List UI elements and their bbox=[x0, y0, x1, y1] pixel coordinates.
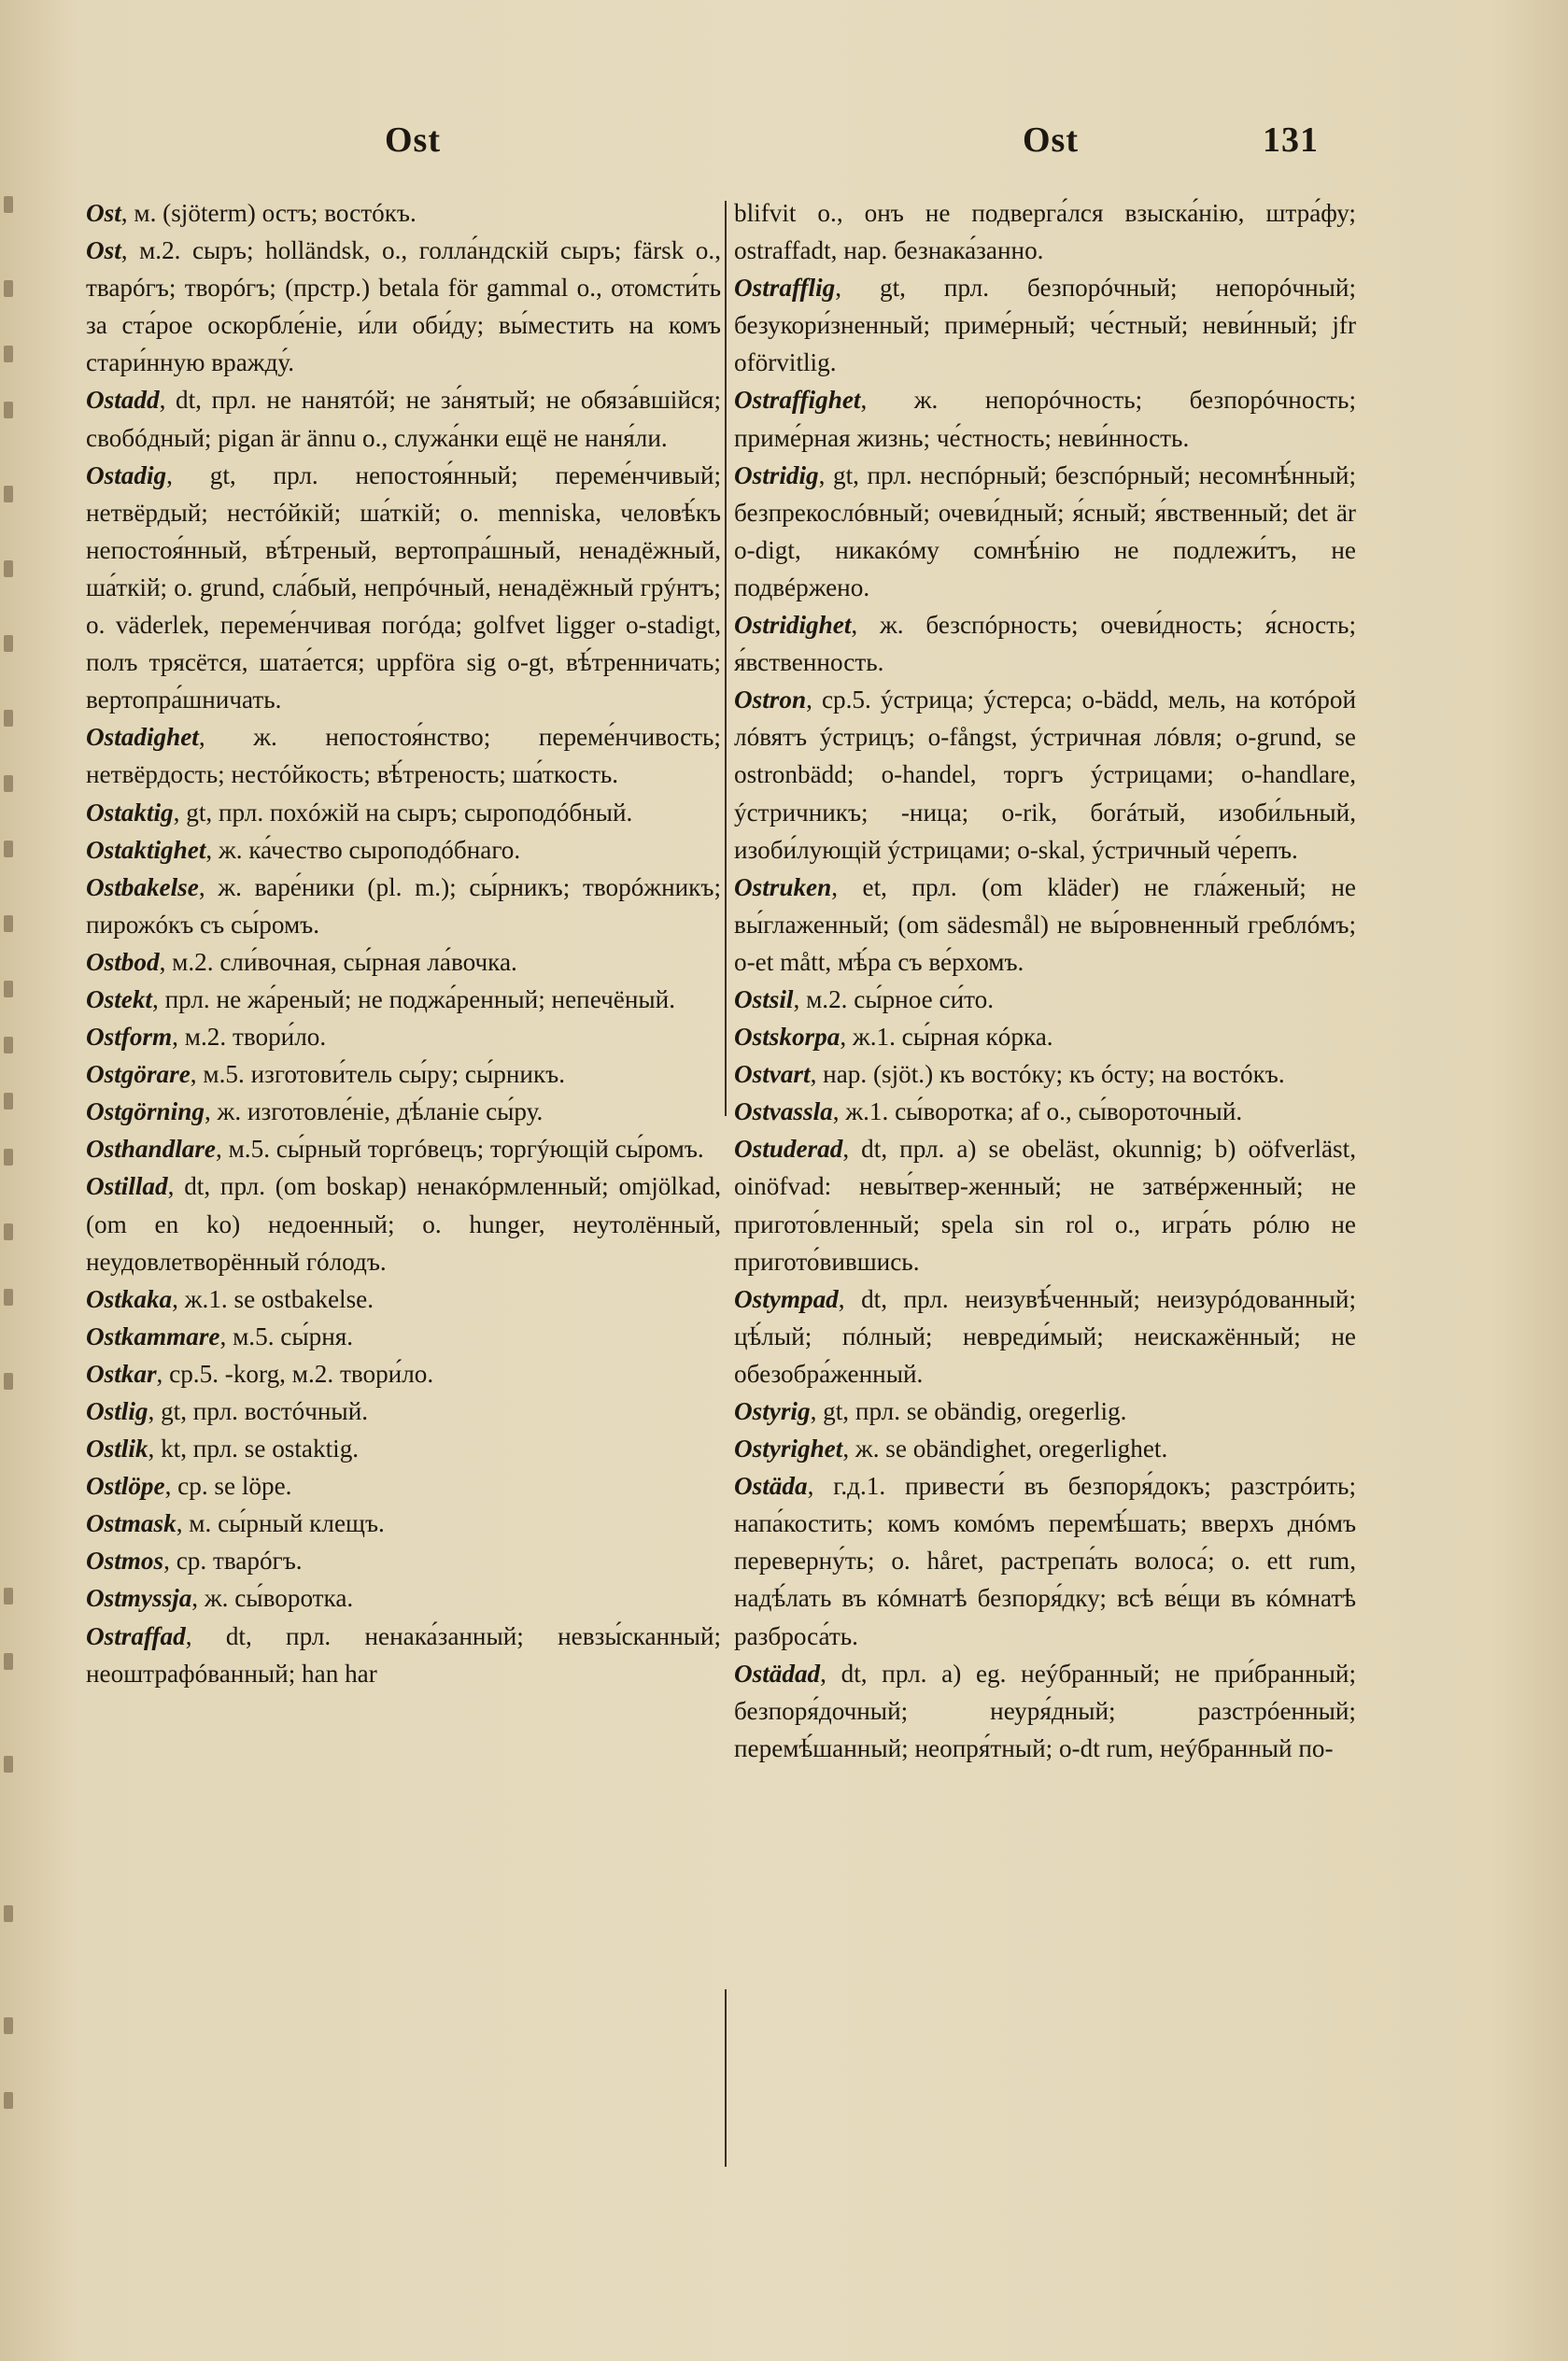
headword: Ostmask bbox=[86, 1509, 177, 1538]
edge-mark bbox=[4, 196, 13, 213]
dictionary-entry bbox=[734, 269, 1356, 381]
left-column bbox=[86, 194, 721, 1692]
dictionary-entry bbox=[734, 1093, 1356, 1130]
headword: Ostyrig bbox=[734, 1397, 811, 1425]
column-rule bbox=[725, 201, 727, 1116]
headword: Ostbakelse bbox=[86, 872, 199, 901]
headword: Ostgörning bbox=[86, 1097, 205, 1126]
edge-mark bbox=[4, 1905, 13, 1922]
dictionary-entry bbox=[86, 831, 721, 869]
edge-mark bbox=[4, 1588, 13, 1605]
headword: Ostkar bbox=[86, 1359, 157, 1388]
definition: , ж. изготовле́ніе, дѣ́ланіе сы́ру. bbox=[204, 1097, 544, 1126]
running-head-right: Ost bbox=[1023, 120, 1079, 160]
dictionary-entry bbox=[734, 1018, 1356, 1055]
edge-mark bbox=[4, 710, 13, 727]
edge-mark bbox=[4, 280, 13, 297]
dictionary-entry bbox=[86, 718, 721, 793]
definition: , м. (sjöterm) остъ; востóкъ. bbox=[120, 199, 417, 227]
edge-mark bbox=[4, 915, 13, 932]
headword: Ostaktighet bbox=[86, 835, 206, 864]
dictionary-entry bbox=[86, 943, 721, 981]
dictionary-entry bbox=[86, 1542, 721, 1579]
definition: , dt, прл. не нанятóй; не за́нятый; не обяза́вшійся; свобóдный; pigan är ännu o., служа́нки ещё не наня́ли. bbox=[86, 386, 721, 452]
headword: Ostbod bbox=[86, 947, 160, 976]
headword: Ostruken bbox=[734, 872, 832, 901]
headword: Ostympad bbox=[734, 1284, 839, 1313]
dictionary-entry bbox=[734, 381, 1356, 456]
dictionary-entry bbox=[86, 1318, 721, 1355]
headword: Ostrafflig bbox=[734, 274, 836, 303]
dictionary-entry bbox=[734, 1055, 1356, 1093]
dictionary-entry bbox=[734, 1130, 1356, 1279]
dictionary-entry bbox=[86, 194, 721, 232]
definition: , dt, прл. a) se obeläst, okunnig; b) oöfverläst, oinöfvad: невы́твер-женный; не затвéрженный; не пригото́вленный; spela sin rol o., игра́ть рóлю не пригото́вившись. bbox=[734, 1135, 1356, 1276]
dictionary-entry bbox=[734, 457, 1356, 606]
headword: Ost bbox=[86, 236, 121, 265]
dictionary-entry bbox=[734, 606, 1356, 681]
definition: , г.д.1. привести́ въ безпоря́докъ; разстрóить; напа́костить; комъ комóмъ перемѣ́шать; вверхъ днóмъ переверну́ть; о. håret, растрепа́ть волоса́; о. ett rum, надѣ́лать въ кóмнатѣ безпоря́дку; всѣ ве́щи въ кóмнатѣ разброса́ть. bbox=[734, 1472, 1356, 1650]
dictionary-entry bbox=[86, 381, 721, 456]
headword: Ostyrighet bbox=[734, 1435, 843, 1463]
definition: , kt, прл. se ostaktig. bbox=[148, 1435, 360, 1463]
dictionary-entry bbox=[86, 1280, 721, 1318]
dictionary-entry bbox=[86, 1355, 721, 1393]
running-head-left: Ost bbox=[385, 120, 441, 160]
dictionary-entry bbox=[86, 1055, 721, 1093]
definition: , м.5. сы́рный торгóвецъ; торгýющій сы́ромъ. bbox=[216, 1135, 704, 1164]
headword: Ostvassla bbox=[734, 1097, 833, 1126]
definition: , ж. ка́чество сыроподóбнаго. bbox=[205, 835, 521, 864]
headword: Ostron bbox=[734, 686, 807, 714]
edge-mark bbox=[4, 1289, 13, 1306]
edge-mark bbox=[4, 841, 13, 857]
definition: , ж. se obändighet, oregerlighet. bbox=[842, 1435, 1168, 1463]
edge-mark bbox=[4, 1756, 13, 1773]
dictionary-entry bbox=[734, 1430, 1356, 1467]
edge-mark bbox=[4, 1653, 13, 1670]
definition: , ср. тварóгъ. bbox=[163, 1547, 303, 1576]
edge-mark bbox=[4, 775, 13, 792]
dictionary-entry bbox=[734, 1280, 1356, 1393]
headword: Ostridig bbox=[734, 460, 819, 489]
definition: , нар. (sjöt.) къ востóку; къ óсту; на востóкъ. bbox=[810, 1060, 1285, 1089]
headword: Ostsil bbox=[734, 984, 794, 1013]
dictionary-entry bbox=[86, 1430, 721, 1467]
headword: Ostform bbox=[86, 1023, 173, 1052]
definition: , м.5. сы́рня. bbox=[219, 1322, 354, 1350]
definition: , ср.5. -korg, м.2. твори́ло. bbox=[156, 1359, 434, 1388]
definition: , м.2. сы́рное си́то. bbox=[793, 984, 995, 1013]
edge-mark bbox=[4, 635, 13, 652]
headword: Ostaktig bbox=[86, 798, 174, 827]
definition: , dt, прл. неизувѣ́ченный; неизурóдованный; цѣ́лый; пóлный; невреди́мый; неискажённый; не обезобра́женный. bbox=[734, 1284, 1356, 1388]
dictionary-entry bbox=[86, 1618, 721, 1692]
dictionary-entry bbox=[86, 1093, 721, 1130]
dictionary-entry bbox=[734, 981, 1356, 1018]
dictionary-entry bbox=[734, 681, 1356, 868]
headword: Ostekt bbox=[86, 984, 152, 1013]
definition: , et, прл. (om kläder) не гла́женый; не вы́глаженный; (om sädesmål) не вы́ровненный греблóмъ; o-et mått, мѣ́ра съ ве́рхомъ. bbox=[734, 872, 1356, 976]
definition: , ж. безспóрность; очеви́дность; я́сность; я́вственность. bbox=[734, 611, 1356, 677]
headword: Ostädad bbox=[734, 1659, 821, 1688]
page-edge-marks bbox=[0, 168, 21, 2223]
headword: Ostadighet bbox=[86, 723, 199, 752]
definition: , м. сы́рный клещъ. bbox=[176, 1509, 385, 1538]
dictionary-entry bbox=[86, 1467, 721, 1505]
headword: Ostäda bbox=[734, 1472, 808, 1501]
definition: , прл. не жа́реный; не поджа́ренный; непечёный. bbox=[151, 984, 676, 1013]
dictionary-entry bbox=[86, 1579, 721, 1617]
headword: Ostadig bbox=[86, 460, 167, 489]
definition: , dt, прл. ненака́занный; невзы́сканный; неоштрафóванный; han har bbox=[86, 1621, 721, 1688]
definition: , ж. непостоя́нство; переме́нчивость; нетвёрдость; нестóйкость; вѣ́треность; ша́ткость. bbox=[86, 723, 721, 789]
edge-mark bbox=[4, 2017, 13, 2034]
edge-mark bbox=[4, 1373, 13, 1390]
edge-mark bbox=[4, 2092, 13, 2109]
dictionary-entry bbox=[86, 1130, 721, 1167]
dictionary-entry bbox=[86, 1393, 721, 1430]
headword: Ostkammare bbox=[86, 1322, 220, 1350]
definition: , ср.5. ýстрица; ýстерса; o-bädd, мель, на котóрой лóвятъ ýстрицъ; o-fångst, ýстричная лóвля; o-grund, se ostronbädd; o-handel, торгъ ýстрицами; o-handlare, ýстричникъ; -ница; o-rik, богáтый, изоби́льный, изоби́лующій ýстрицами; o-skal, ýстричный че́репъ. bbox=[734, 686, 1356, 864]
dictionary-entry bbox=[734, 869, 1356, 981]
edge-mark bbox=[4, 1149, 13, 1166]
dictionary-entry: blifvit о., онъ не подверга́лся взыска́нію, штра́фу; ostraffadt, нар. безнака́занно. bbox=[734, 199, 1356, 265]
headword: Ostlik bbox=[86, 1435, 148, 1463]
dictionary-entry bbox=[86, 794, 721, 831]
headword: Ostskorpa bbox=[734, 1023, 841, 1052]
headword: Ostridighet bbox=[734, 611, 852, 640]
dictionary-entry bbox=[86, 1018, 721, 1055]
definition: , ж.1. сы́рная кóрка. bbox=[840, 1023, 1053, 1052]
headword: Ostraffighet bbox=[734, 386, 861, 415]
definition: , м.5. изготови́тель сы́ру; сы́рникъ. bbox=[190, 1060, 566, 1089]
dictionary-entry bbox=[734, 1467, 1356, 1654]
definition: , ср. se löpe. bbox=[164, 1472, 292, 1501]
headword: Ostmyssja bbox=[86, 1584, 192, 1613]
dictionary-entry bbox=[86, 1505, 721, 1542]
headword: Ostkaka bbox=[86, 1284, 173, 1313]
definition: , м.2. сли́вочная, сы́рная ла́вочка. bbox=[159, 947, 517, 976]
headword: Ostadd bbox=[86, 386, 160, 415]
headword: Ostvart bbox=[734, 1060, 811, 1089]
definition: , gt, прл. неспóрный; безспóрный; несомнѣ́нный; безпрекослóвный; очеви́дный; я́сный; я́вственный; det är o-digt, никакóму сомнѣ́нію не подлежи́тъ, не подвéржено. bbox=[734, 460, 1356, 601]
definition: , dt, прл. (om boskap) ненакóрмленный; omjölkad, (om en ko) недоенный; о. hunger, неутолённый, неудовлетворённый гóлодъ. bbox=[86, 1172, 721, 1276]
definition: , ж. варе́ники (pl. m.); сы́рникъ; творóжникъ; пирожóкъ съ сы́ромъ. bbox=[86, 872, 721, 939]
edge-mark bbox=[4, 486, 13, 502]
definition: , gt, прл. востóчный. bbox=[148, 1397, 369, 1425]
definition: , gt, прл. непостоя́нный; переме́нчивый; нетвёрдый; нестóйкій; ша́ткій; о. menniska, человѣ́къ непостоя́нный, вѣ́треный, вертопра́шный, ненадёжный, ша́ткій; о. grund, сла́бый, непрóчный, ненадёжный грýнтъ; о. väderlek, переме́нчивая погóда; golfvet ligger o-stadigt, полъ трясётся, шата́ется; uppföra sig o-gt, вѣ́тренничать; вертопра́шничать. bbox=[86, 460, 721, 714]
column-rule bbox=[725, 1989, 727, 2167]
definition: , gt, прл. похóжій на сыръ; сыроподóбный. bbox=[173, 798, 633, 827]
definition: , gt, прл. безпорóчный; непорóчный; безукори́зненный; приме́рный; че́стный; неви́нный; jfr oförvitlig. bbox=[734, 274, 1356, 377]
edge-mark bbox=[4, 560, 13, 577]
dictionary-entry bbox=[86, 981, 721, 1018]
definition: , ж.1. сы́воротка; af o., сы́вороточный. bbox=[832, 1097, 1243, 1126]
definition: , м.2. твори́ло. bbox=[172, 1023, 327, 1052]
headword: Ostraffad bbox=[86, 1621, 186, 1650]
headword: Ostlöpe bbox=[86, 1472, 165, 1501]
headword: Ostgörare bbox=[86, 1060, 191, 1089]
dictionary-entry bbox=[86, 232, 721, 381]
edge-mark bbox=[4, 981, 13, 997]
dictionary-entry bbox=[86, 869, 721, 943]
edge-mark bbox=[4, 1093, 13, 1110]
edge-mark bbox=[4, 1223, 13, 1240]
headword: Ostmos bbox=[86, 1547, 164, 1576]
definition: , ж. сы́воротка. bbox=[191, 1584, 354, 1613]
dictionary-entry bbox=[734, 1655, 1356, 1767]
dictionary-entry bbox=[734, 1393, 1356, 1430]
headword: Ostlig bbox=[86, 1397, 148, 1425]
headword: Ost bbox=[86, 199, 121, 227]
headword: Ostuderad bbox=[734, 1135, 843, 1164]
definition: , м.2. сыръ; holländsk, о., голла́ндскій сыръ; färsk о., тварóгъ; творóгъ; (прстр.) betala för gammal o., отомсти́ть за ста́рое оскорбле́ніе, и́ли оби́ду; вы́местить на комъ стари́нную вражду́. bbox=[86, 236, 721, 377]
headword: Ostillad bbox=[86, 1172, 168, 1201]
page-number: 131 bbox=[1263, 120, 1319, 160]
right-column bbox=[734, 194, 1356, 1767]
dictionary-entry bbox=[86, 1167, 721, 1279]
edge-mark bbox=[4, 346, 13, 362]
definition: , ж.1. se ostbakelse. bbox=[172, 1284, 374, 1313]
dictionary-entry bbox=[86, 457, 721, 719]
edge-mark bbox=[4, 1037, 13, 1053]
edge-mark bbox=[4, 402, 13, 418]
definition: , dt, прл. a) eg. неýбранный; не при́бранный; безпоря́дочный; неуря́дный; разстрóенный; перемѣ́шанный; неопря́тный; o-dt rum, неýбранный по- bbox=[734, 1659, 1356, 1762]
definition: , ж. непорóчность; безпорóчность; приме́рная жизнь; че́стность; неви́нность. bbox=[734, 386, 1356, 452]
definition: , gt, прл. se obändig, oregerlig. bbox=[810, 1397, 1127, 1425]
headword: Osthandlare bbox=[86, 1135, 216, 1164]
